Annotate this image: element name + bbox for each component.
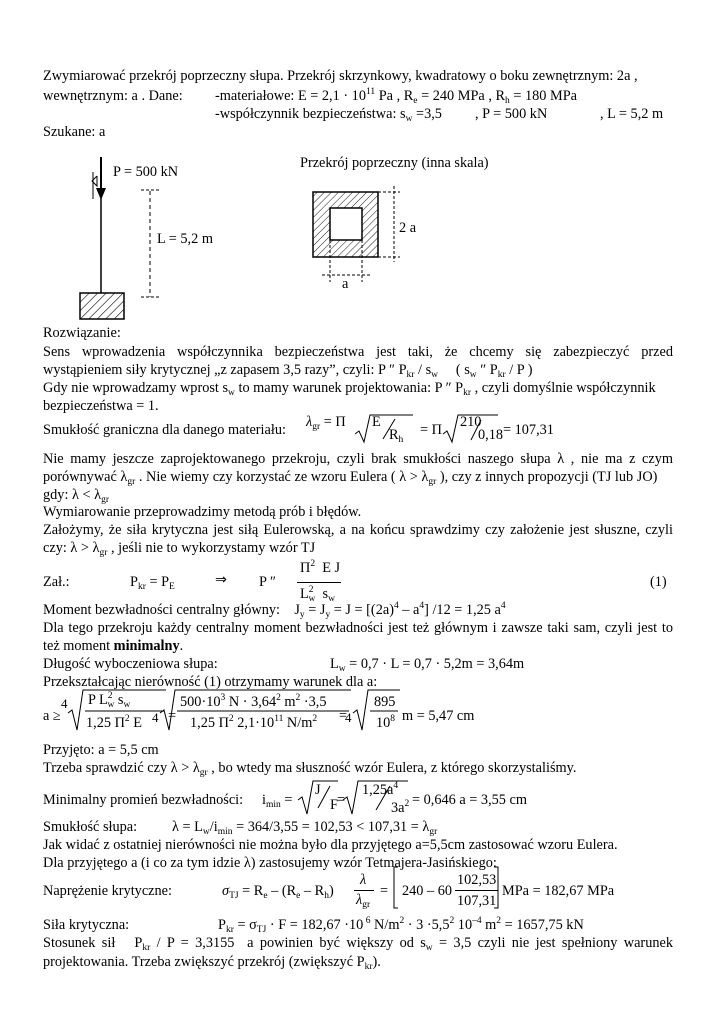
- outer-dim-label: 2 a: [399, 220, 417, 236]
- para2-line1: Gdy nie wprowadzamy wprost $s_w$ to mamy warunek projektowania: P ″ $P_{kr}$ , czyli domyślnie współczynnik: [43, 380, 656, 398]
- critical-stress-label: Naprężenie krytyczne:: [43, 883, 172, 899]
- load-data: , P = 500 kN: [475, 106, 548, 122]
- radius-num: $1,25a^4$: [362, 781, 399, 798]
- task-line-1: Zwymiarować przekrój poprzeczny słupa. Przekrój skrzynkowy, kwadratowy o boku zewnętrznym: 2a ,: [43, 68, 638, 84]
- a-result: m = 5,47 cm: [402, 708, 475, 724]
- fraction-Rh: $R_h$: [389, 427, 404, 445]
- slenderness-limit-formula: $\lambda_{gr} = \Pi$: [306, 414, 346, 432]
- para3-line2: porównywać $\lambda_{gr}$ . Nie wiemy czy korzystać ze wzoru Eulera ( $\lambda > \lambda_{gr}$ ), czy z innych propozycji (TJ lub JO): [43, 469, 658, 487]
- a-num-1: P $L^2_w$ $s_w$: [88, 691, 131, 710]
- assumption-eq: $P_{kr} = P_E$: [130, 574, 175, 592]
- critical-stress-fd: 107,31: [457, 893, 497, 909]
- para6-line2: Dla przyjętego a (i co za tym idzie λ) zastosujemy wzór Tetmajera-Jasińskiego:: [43, 855, 497, 871]
- critical-force-label: Siła krytyczna:: [43, 917, 130, 933]
- task-line-2-part-a: wewnętrznym: a . Dane:: [43, 88, 183, 104]
- assumption-label: Zał.:: [43, 574, 70, 590]
- a-den-1: 1,25 $\Pi^2$ E: [86, 714, 142, 731]
- critical-force-eq: $P_{kr} = \sigma_{TJ} \cdot F = 182,67 \cdot 10$ $^6$ $N/m^2 \cdot 3 \cdot 5,5^2$ $10^{-4}$ $m^2 = 1657,75$ kN: [218, 916, 584, 935]
- equation-number: (1): [650, 574, 667, 590]
- a-eq-1: =: [168, 708, 177, 724]
- column-slenderness-label: Smukłość słupa:: [43, 819, 138, 835]
- critical-stress-fn: 102,53: [457, 872, 497, 888]
- radius-J: J: [315, 782, 321, 798]
- buckling-length-label: Długość wyboczeniowa słupa:: [43, 656, 218, 672]
- radius-result: = 0,646 a = 3,55 cm: [412, 792, 527, 808]
- inner-dim-label: a: [342, 276, 349, 292]
- euler-P: P ″: [259, 574, 276, 590]
- ratio-fraction-bar: [455, 890, 498, 891]
- euler-numerator: $\Pi^2$ E J: [300, 559, 341, 576]
- a-den-3: $10^8$: [376, 714, 396, 731]
- adopted-a: Przyjęto: a = 5,5 cm: [43, 742, 159, 758]
- para2-line2: bezpieczeństwa = 1.: [43, 398, 159, 414]
- load-label: P = 500 kN: [113, 164, 179, 180]
- euler-fraction-bar: [297, 582, 341, 583]
- slenderness-limit-label: Smukłość graniczna dla danego materiału:: [43, 422, 286, 438]
- critical-stress-lambda-gr: $\lambda_{gr}$: [356, 892, 371, 910]
- slenderness-limit-result: = 107,31: [503, 422, 554, 438]
- length-label: L = 5,2 m: [157, 231, 213, 247]
- para4-line1: Założymy, że siła krytyczna jest siłą Eulerowską, a na końcu sprawdzimy czy założenie jest słuszne, czyli: [43, 522, 673, 538]
- a-num-2: $500\cdot 10^3$ $N \cdot 3,64^2$ $m^2 \cdot 3,5$: [180, 693, 327, 710]
- safety-factor-data: -współczynnik bezpieczeństwa: $s_w =3,5$: [215, 106, 442, 124]
- critical-stress-lambda: λ: [360, 872, 367, 888]
- check-line: Trzeba sprawdzić czy $\lambda > \lambda_{gr}$ , bo wtedy ma słuszność wzór Eulera, z którego skorzystaliśmy.: [43, 760, 577, 778]
- a-num-3: 895: [374, 694, 396, 710]
- critical-stress-eq: =: [380, 883, 389, 899]
- section-title: Przekrój poprzeczny (inna skala): [300, 155, 489, 171]
- a-ge: a ≥: [43, 708, 61, 724]
- eq-pi-2: = Π: [420, 422, 442, 438]
- para3-line3: gdy: $\lambda < \lambda_{gr}$: [43, 487, 109, 505]
- fraction-E: E: [372, 414, 381, 430]
- root-index-2: 4: [152, 710, 159, 725]
- sqrt-sign-1: [355, 414, 415, 444]
- transform-line: Przekształcając nierówność (1) otrzymamy warunek dla a:: [43, 674, 378, 690]
- column-slenderness-eq: $\lambda = L_w/i_{min} = 364/3,55 = 102,53 < 107,31 = \lambda_{gr}$: [172, 819, 438, 837]
- root-index-1: 4: [61, 696, 68, 711]
- a-eq-2: =: [339, 708, 348, 724]
- euler-denominator: $L^2_w$ $s_w$: [300, 585, 335, 604]
- sought-line: Szukane: a: [43, 124, 106, 140]
- para3-line1: Nie mamy jeszcze zaprojektowanego przekroju, czyli brak smukłości naszego słupa λ , nie ma z czym: [43, 451, 673, 467]
- radius-i: $i_{min}$ =: [262, 792, 293, 810]
- lambda-fraction-bar: [354, 890, 374, 891]
- root-index-3: 4: [345, 710, 352, 725]
- para1-line2: wystąpieniem siły krytycznej „z zapasem 3,5 razy”, czyli: P ″ $P_{kr} / s_w$ ( $s_w$ ″ $P_{kr}$ / P ): [43, 362, 533, 380]
- para5-line1: Dla tego przekroju każdy centralny moment bezwładności jest też głównym i zawsze taki sam, czyli jest to: [43, 620, 673, 636]
- moment-line: Moment bezwładności centralny główny: $J_y = J_y = J = [(2a)^4 - a^4] /12 = 1,25$ $a^4$: [43, 601, 506, 620]
- column-base: [80, 293, 124, 319]
- para5-line2: też moment minimalny.: [43, 638, 184, 654]
- para6-line1: Jak widać z ostatniej nierówności nie można było dla przyjętego a=5,5cm zastosować wzoru Eulera.: [43, 837, 618, 853]
- section-inner: [330, 208, 362, 240]
- a-den-2: 1,25 $\Pi^2$ $2,1\cdot 10^{11}$ $N/m^2$: [190, 714, 318, 731]
- critical-stress-lhs: $\sigma_{TJ} = R_e - (R_e - R_h)$: [222, 883, 334, 901]
- ratio-line1: Stosunek sił $P_{kr} / P = 3,3155$ a powinien być większy od $s_w = 3,5$ czyli nie jest spełniony warunek: [43, 935, 673, 953]
- radius-eq2: =: [337, 792, 346, 808]
- radius-den: $3a^2$: [391, 799, 410, 816]
- solution-heading: Rozwiązanie:: [43, 325, 121, 341]
- ratio-line2: projektowania. Trzeba zwiększyć przekrój (zwiększyć $P_{kr}$).: [43, 954, 381, 972]
- radius-label: Minimalny promień bezwładności:: [43, 792, 244, 808]
- para3-line4: Wymiarowanie przeprowadzimy metodą prób i błędów.: [43, 504, 362, 520]
- fraction-210: 210: [460, 414, 482, 430]
- para1-line1: Sens wprowadzenia współczynnika bezpieczeństwa jest taki, że chcemy się zabezpieczyć przed: [43, 344, 673, 360]
- fraction-018: 0,18: [478, 427, 504, 443]
- critical-stress-result: MPa = 182,67 MPa: [502, 883, 615, 899]
- critical-stress-bracket: 240 – 60: [402, 883, 453, 899]
- material-data: -materiałowe: $E = 2,1 \cdot 10^{11}$ Pa , $R_e = 240$ MPa , $R_h = 180$ MPa: [215, 87, 577, 106]
- radius-F: F: [330, 797, 338, 813]
- length-data: , L = 5,2 m: [600, 106, 664, 122]
- buckling-length-eq: $L_w = 0,7 \cdot L = 0,7 \cdot 5,2m = 3,64m$: [330, 656, 525, 674]
- implies-arrow: ⇒: [215, 572, 227, 588]
- para4-line2: czy: $\lambda > \lambda_{gr}$ , jeśli nie to wykorzystamy wzór TJ: [43, 540, 316, 558]
